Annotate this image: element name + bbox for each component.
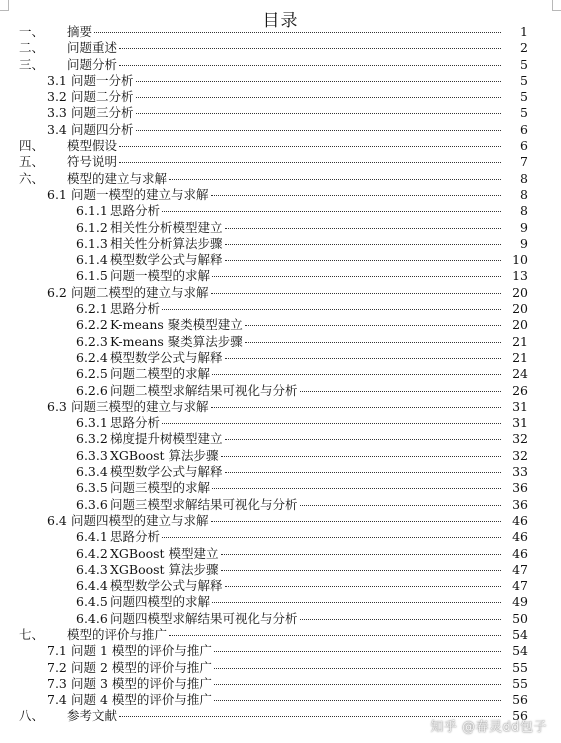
toc-entry-label: 问题三模型的建立与求解 — [71, 398, 209, 414]
toc-entry-label: XGBoost 算法步骤 — [110, 447, 219, 463]
toc-entry-number: 6.1.5 — [76, 268, 108, 284]
dot-leader — [119, 65, 501, 66]
toc-entry-label: 问题分析 — [67, 56, 118, 72]
toc-entry-label: 问题四模型的建立与求解 — [71, 512, 209, 528]
toc-entry[interactable] — [0, 138, 528, 154]
toc-entry-page-number: 36 — [512, 480, 528, 496]
toc-entry-label: 相关性分析算法步骤 — [110, 235, 223, 251]
toc-entry-number: 7.1 — [47, 643, 67, 659]
toc-entry-label: 问题一模型的建立与求解 — [71, 186, 209, 202]
toc-entry[interactable] — [0, 268, 528, 284]
dot-leader — [221, 554, 501, 555]
toc-entry[interactable] — [0, 24, 528, 40]
toc-entry[interactable] — [0, 660, 528, 676]
toc-entry[interactable] — [0, 350, 528, 366]
toc-entry[interactable] — [0, 317, 528, 333]
toc-entry-label: 问题四分析 — [71, 121, 134, 137]
toc-entry-number: 6.4.1 — [76, 529, 108, 545]
dot-leader — [225, 439, 501, 440]
toc-entry[interactable] — [0, 627, 528, 643]
toc-entry[interactable] — [0, 187, 528, 203]
toc-entry[interactable] — [0, 431, 528, 447]
toc-entry-page-number: 20 — [512, 301, 528, 317]
dot-leader — [225, 244, 501, 245]
toc-entry[interactable] — [0, 448, 528, 464]
toc-entry-number: 6.4.2 — [76, 545, 108, 561]
toc-entry-page-number: 31 — [512, 398, 528, 414]
toc-entry[interactable] — [0, 203, 528, 219]
toc-entry-number: 7.2 — [47, 659, 67, 675]
toc-entry[interactable] — [0, 89, 528, 105]
toc-entry[interactable] — [0, 73, 528, 89]
toc-entry-page-number: 54 — [512, 643, 528, 659]
toc-entry-number: 6.2.5 — [76, 366, 108, 382]
toc-entry[interactable] — [0, 497, 528, 513]
toc-entry-number: 6.1.1 — [76, 203, 108, 219]
toc-entry-page-number: 5 — [520, 89, 528, 105]
toc-entry[interactable] — [0, 676, 528, 692]
toc-entry-page-number: 46 — [512, 545, 528, 561]
dot-leader — [136, 130, 501, 131]
toc-entry-number: 6.4 — [47, 512, 67, 528]
dot-leader — [162, 537, 501, 538]
toc-entry[interactable] — [0, 594, 528, 610]
toc-entry-label: K-means 聚类算法步骤 — [110, 333, 243, 349]
dot-leader — [94, 32, 501, 33]
toc-entry[interactable] — [0, 513, 528, 529]
dot-leader — [212, 374, 501, 375]
toc-entry-page-number: 13 — [512, 268, 528, 284]
toc-entry-page-number: 47 — [512, 561, 528, 577]
toc-entry[interactable] — [0, 122, 528, 138]
dot-leader — [221, 456, 501, 457]
toc-entry[interactable] — [0, 236, 528, 252]
toc-entry-number: 3.4 — [47, 121, 67, 137]
toc-entry[interactable] — [0, 285, 528, 301]
toc-entry-page-number: 20 — [512, 317, 528, 333]
toc-entry-page-number: 55 — [512, 659, 528, 675]
dot-leader — [225, 260, 501, 261]
dot-leader — [169, 179, 501, 180]
toc-entry-label: 模型数学公式与解释 — [110, 252, 223, 268]
toc-entry-number: 6.4.6 — [76, 610, 108, 626]
toc-entry-number: 6.2 — [47, 284, 67, 300]
toc-entry-number: 6.1.2 — [76, 219, 108, 235]
toc-entry[interactable] — [0, 366, 528, 382]
toc-entry-label: 思路分析 — [110, 529, 161, 545]
toc-entry-number: 6.3 — [47, 398, 67, 414]
toc-entry-label: 问题二模型的求解 — [110, 366, 211, 382]
toc-entry-page-number: 6 — [520, 121, 528, 137]
toc-entry-label: 问题三模型的求解 — [110, 480, 211, 496]
toc-entry-number: 7.4 — [47, 692, 67, 708]
toc-entry-number: 五、 — [19, 154, 45, 170]
dot-leader — [212, 276, 501, 277]
dot-leader — [211, 521, 501, 522]
dot-leader — [119, 146, 501, 147]
toc-entry-page-number: 55 — [512, 675, 528, 691]
dot-leader — [136, 113, 501, 114]
toc-entry-label: K-means 聚类模型建立 — [110, 317, 243, 333]
dot-leader — [300, 391, 501, 392]
toc-entry-number: 6.4.5 — [76, 594, 108, 610]
toc-entry-number: 6.2.3 — [76, 333, 108, 349]
dot-leader — [214, 668, 501, 669]
toc-entry[interactable] — [0, 562, 528, 578]
toc-entry[interactable] — [0, 611, 528, 627]
dot-leader — [221, 570, 501, 571]
toc-entry[interactable] — [0, 301, 528, 317]
dot-leader — [211, 195, 501, 196]
toc-entry[interactable] — [0, 171, 528, 187]
dot-leader — [300, 619, 501, 620]
toc-entry-page-number: 32 — [512, 431, 528, 447]
toc-entry-label: 问题 3 模型的评价与推广 — [71, 675, 212, 691]
toc-entry-number: 6.3.4 — [76, 464, 108, 480]
toc-entry-number: 3.3 — [47, 105, 67, 121]
dot-leader — [245, 342, 501, 343]
toc-entry-page-number: 21 — [512, 333, 528, 349]
toc-entry-label: 思路分析 — [110, 415, 161, 431]
toc-entry-number: 七、 — [19, 626, 45, 642]
toc-entry-number: 一、 — [19, 24, 45, 39]
toc-entry-page-number: 46 — [512, 529, 528, 545]
toc-entry-page-number: 26 — [512, 382, 528, 398]
dot-leader — [119, 162, 501, 163]
toc-entry-label: 问题二模型求解结果可视化与分析 — [110, 382, 298, 398]
toc-entry[interactable] — [0, 546, 528, 562]
toc-entry-label: 模型数学公式与解释 — [110, 464, 223, 480]
toc-entry[interactable] — [0, 220, 528, 236]
toc-entry-page-number: 9 — [520, 219, 528, 235]
toc-entry[interactable] — [0, 529, 528, 545]
toc-entry-page-number: 2 — [520, 40, 528, 56]
toc-entry-label: 问题二模型的建立与求解 — [71, 284, 209, 300]
toc-entry-page-number: 21 — [512, 349, 528, 365]
toc-entry[interactable] — [0, 578, 528, 594]
toc-entry-number: 二、 — [19, 40, 45, 56]
toc-entry-number: 6.4.3 — [76, 561, 108, 577]
toc-entry-number: 7.3 — [47, 675, 67, 691]
toc-entry-number: 6.2.6 — [76, 382, 108, 398]
toc-entry-page-number: 8 — [520, 186, 528, 202]
toc-entry[interactable] — [0, 105, 528, 121]
toc-entry-label: 问题四模型的求解 — [110, 594, 211, 610]
toc-entry-number: 6.2.4 — [76, 349, 108, 365]
toc-entry[interactable] — [0, 643, 528, 659]
dot-leader — [212, 488, 501, 489]
watermark: 知乎 @春灵dd包子 — [430, 720, 547, 735]
toc-entry-number: 6.3.1 — [76, 415, 108, 431]
toc-entry-label: 问题三分析 — [71, 105, 134, 121]
dot-leader — [214, 651, 501, 652]
dot-leader — [211, 293, 501, 294]
toc-entry-page-number: 6 — [520, 138, 528, 154]
toc-entry-page-number: 36 — [512, 496, 528, 512]
toc-entry-page-number: 5 — [520, 72, 528, 88]
toc-entry[interactable] — [0, 399, 528, 415]
toc-entry-number: 6.1.3 — [76, 235, 108, 251]
toc-entry-label: XGBoost 算法步骤 — [110, 561, 219, 577]
toc-entry-number: 三、 — [19, 56, 45, 72]
toc-entry-number: 6.2.1 — [76, 301, 108, 317]
toc-entry-page-number: 56 — [512, 708, 528, 724]
toc-entry-label: 问题一分析 — [71, 72, 134, 88]
dot-leader — [225, 228, 501, 229]
toc-entry-label: 梯度提升树模型建立 — [110, 431, 223, 447]
dot-leader — [225, 472, 501, 473]
dot-leader — [245, 325, 501, 326]
toc-entry-label: 问题四模型求解结果可视化与分析 — [110, 610, 298, 626]
toc-entry[interactable] — [0, 415, 528, 431]
toc-entry-label: 相关性分析模型建立 — [110, 219, 223, 235]
toc-entry[interactable] — [0, 692, 528, 708]
toc-entry-page-number: 9 — [520, 235, 528, 251]
dot-leader — [136, 97, 501, 98]
dot-leader — [214, 700, 501, 701]
toc-entry-page-number: 47 — [512, 578, 528, 594]
toc-entry-number: 6.3.5 — [76, 480, 108, 496]
toc-entry-number: 6.3.3 — [76, 447, 108, 463]
toc-entry-page-number: 50 — [512, 610, 528, 626]
dot-leader — [136, 81, 501, 82]
dot-leader — [225, 586, 501, 587]
toc-entry-number: 八、 — [19, 708, 45, 724]
toc-entry-number: 6.3.6 — [76, 496, 108, 512]
toc-entry-number: 6.1 — [47, 186, 67, 202]
toc-entry-number: 3.1 — [47, 72, 67, 88]
toc-entry-page-number: 20 — [512, 284, 528, 300]
toc-entry-label: 摘要 — [67, 24, 93, 39]
dot-leader — [162, 423, 501, 424]
toc-entry-label: 思路分析 — [110, 203, 161, 219]
toc-entry-label: XGBoost 模型建立 — [110, 545, 219, 561]
dot-leader — [162, 211, 501, 212]
toc-entry[interactable] — [0, 252, 528, 268]
toc-entry-number: 六、 — [19, 170, 45, 186]
toc-entry-page-number: 5 — [520, 56, 528, 72]
toc-entry-label: 模型数学公式与解释 — [110, 578, 223, 594]
toc-entry-page-number: 54 — [512, 626, 528, 642]
toc-entry-page-number: 7 — [520, 154, 528, 170]
toc-entry-number: 3.2 — [47, 89, 67, 105]
dot-leader — [169, 635, 501, 636]
toc-entry-number: 6.4.4 — [76, 578, 108, 594]
toc-entry-label: 模型数学公式与解释 — [110, 349, 223, 365]
toc-entry[interactable] — [0, 334, 528, 350]
toc-entry-page-number: 46 — [512, 512, 528, 528]
toc-entry-page-number: 5 — [520, 105, 528, 121]
dot-leader — [162, 309, 501, 310]
toc-entry-label: 问题 2 模型的评价与推广 — [71, 659, 212, 675]
dot-leader — [225, 358, 501, 359]
toc-entry-label: 模型的建立与求解 — [67, 170, 168, 186]
toc-entry-number: 6.2.2 — [76, 317, 108, 333]
toc-entry-label: 问题二分析 — [71, 89, 134, 105]
dot-leader — [119, 48, 501, 49]
toc-entry-number: 6.3.2 — [76, 431, 108, 447]
table-of-contents — [0, 24, 528, 725]
toc-entry-label: 问题重述 — [67, 40, 118, 56]
dot-leader — [300, 505, 501, 506]
dot-leader — [211, 407, 501, 408]
dot-leader — [212, 602, 501, 603]
toc-entry-label: 模型的评价与推广 — [67, 626, 168, 642]
toc-entry-page-number: 24 — [512, 366, 528, 382]
toc-entry-page-number: 32 — [512, 447, 528, 463]
dot-leader — [214, 684, 501, 685]
toc-entry-label: 模型假设 — [67, 138, 118, 154]
toc-entry[interactable] — [0, 40, 528, 56]
toc-entry[interactable] — [0, 57, 528, 73]
toc-entry-page-number: 8 — [520, 203, 528, 219]
toc-entry-number: 四、 — [19, 138, 45, 154]
toc-entry[interactable] — [0, 480, 528, 496]
toc-entry-label: 参考文献 — [67, 708, 118, 724]
toc-entry-page-number: 1 — [520, 24, 528, 39]
toc-entry-page-number: 31 — [512, 415, 528, 431]
toc-entry-label: 问题 1 模型的评价与推广 — [71, 643, 212, 659]
toc-entry-page-number: 8 — [520, 170, 528, 186]
toc-entry[interactable] — [0, 383, 528, 399]
toc-entry-page-number: 49 — [512, 594, 528, 610]
toc-entry-label: 符号说明 — [67, 154, 118, 170]
toc-entry-label: 思路分析 — [110, 301, 161, 317]
toc-entry-page-number: 10 — [512, 252, 528, 268]
toc-title: 目录 — [262, 11, 299, 31]
toc-entry-label: 问题一模型的求解 — [110, 268, 211, 284]
toc-entry-label: 问题三模型求解结果可视化与分析 — [110, 496, 298, 512]
toc-entry[interactable] — [0, 464, 528, 480]
toc-entry-page-number: 56 — [512, 692, 528, 708]
toc-entry-label: 问题 4 模型的评价与推广 — [71, 692, 212, 708]
toc-entry-number: 6.1.4 — [76, 252, 108, 268]
toc-entry-page-number: 33 — [512, 464, 528, 480]
toc-entry[interactable] — [0, 154, 528, 170]
